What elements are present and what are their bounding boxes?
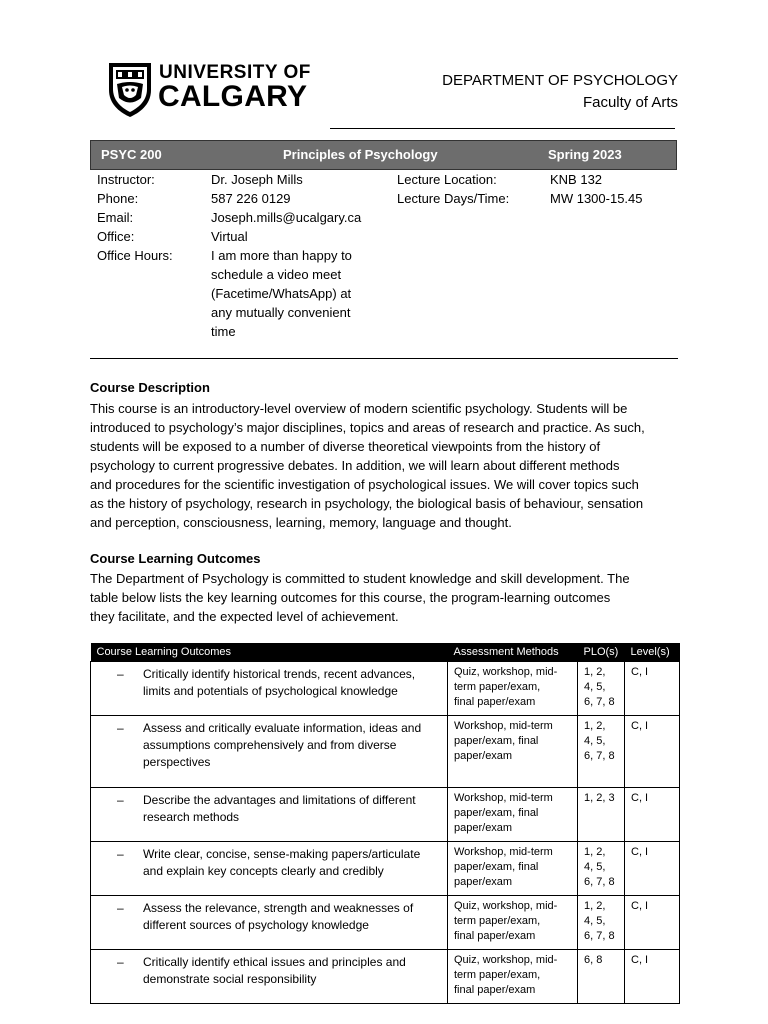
- level-cell: C, I: [625, 896, 680, 950]
- plo-cell: [578, 788, 625, 842]
- learning-outcomes-heading: Course Learning Outcomes: [90, 551, 261, 566]
- paragraph-line: and perception, consciousness, learning, memory, language and thought.: [90, 515, 512, 530]
- paragraph-line: students will be exposed to a number of diverse theoretical viewpoints from the history of: [90, 439, 601, 454]
- learning-outcomes-table: [90, 643, 680, 1004]
- plo-line: 6, 7, 8: [584, 750, 615, 762]
- outcome-line: limits and potentials of psychological knowledge: [143, 684, 398, 698]
- lecture-location-label: Lecture Location:: [397, 172, 497, 187]
- plo-line: 1, 2,: [584, 900, 606, 912]
- email-address[interactable]: Joseph.mills@ucalgary.ca: [211, 210, 362, 225]
- paragraph-line: and procedures for the scientific investigation of psychological issues. We will cover topics such: [90, 477, 639, 492]
- lecture-labels: [397, 170, 509, 208]
- outcome-cell: [91, 950, 448, 1004]
- header-divider: [330, 128, 675, 129]
- plo-line: 1, 2, 3: [584, 792, 615, 804]
- dash-bullet: –: [117, 721, 124, 735]
- plo-line: 1, 2,: [584, 846, 606, 858]
- level-cell: C, I: [625, 662, 680, 716]
- office-hours-line: time: [211, 324, 236, 339]
- assessment-line: term paper/exam,: [454, 681, 541, 693]
- assessment-line: final paper/exam: [454, 930, 536, 942]
- dash-bullet: –: [117, 847, 124, 861]
- assessment-cell: [448, 716, 578, 788]
- office-hours-line: schedule a video meet: [211, 267, 342, 282]
- outcome-line: Assess and critically evaluate information, ideas and: [143, 721, 422, 735]
- university-name-line1: UNIVERSITY OF: [159, 62, 311, 83]
- assessment-line: Quiz, workshop, mid-: [454, 954, 558, 966]
- table-row: [91, 662, 680, 716]
- plo-line: 1, 2,: [584, 720, 606, 732]
- assessment-line: Workshop, mid-term: [454, 720, 553, 732]
- outcome-cell: [91, 842, 448, 896]
- assessment-line: paper/exam: [454, 750, 513, 762]
- assessment-line: paper/exam, final: [454, 735, 539, 747]
- info-label: Phone:: [97, 191, 139, 206]
- assessment-line: Quiz, workshop, mid-: [454, 900, 558, 912]
- outcome-line: Critically identify historical trends, recent advances,: [143, 667, 416, 681]
- info-divider: [90, 358, 678, 359]
- info-label: Office:: [97, 229, 135, 244]
- instructor-name: Dr. Joseph Mills: [211, 172, 303, 187]
- assessment-line: Workshop, mid-term: [454, 846, 553, 858]
- column-header: Course Learning Outcomes: [91, 643, 448, 662]
- column-header: Level(s): [625, 643, 680, 662]
- assessment-line: Workshop, mid-term: [454, 792, 553, 804]
- assessment-line: final paper/exam: [454, 696, 536, 708]
- assessment-cell: [448, 788, 578, 842]
- table-row: [91, 950, 680, 1004]
- plo-line: 6, 7, 8: [584, 696, 615, 708]
- assessment-line: term paper/exam,: [454, 915, 541, 927]
- assessment-line: term paper/exam,: [454, 969, 541, 981]
- course-title: Principles of Psychology: [283, 147, 438, 162]
- table-row: [91, 842, 680, 896]
- paragraph-line: introduced to psychology’s major disciplines, topics and areas of research and practice. As such,: [90, 420, 645, 435]
- learning-outcomes-intro: [90, 569, 682, 626]
- course-description-text: [90, 399, 682, 532]
- plo-cell: [578, 716, 625, 788]
- outcome-line: and explain key concepts clearly and credibly: [143, 864, 384, 878]
- outcome-line: demonstrate social responsibility: [143, 972, 317, 986]
- plo-cell: [578, 950, 625, 1004]
- course-code: PSYC 200: [101, 147, 162, 162]
- phone-number: 587 226 0129: [211, 191, 291, 206]
- faculty-name: Faculty of Arts: [582, 94, 678, 111]
- outcome-cell: [91, 896, 448, 950]
- dash-bullet: –: [117, 955, 124, 969]
- level-cell: C, I: [625, 842, 680, 896]
- level-cell: C, I: [625, 716, 680, 788]
- outcome-line: Assess the relevance, strength and weaknesses of: [143, 901, 414, 915]
- level-cell: C, I: [625, 788, 680, 842]
- course-description-heading: Course Description: [90, 380, 210, 395]
- outcome-cell: [91, 716, 448, 788]
- office-location: Virtual: [211, 229, 248, 244]
- assessment-cell: [448, 896, 578, 950]
- outcome-line: perspectives: [143, 755, 211, 769]
- paragraph-line: psychology to current progressive debates. In addition, we will learn about different methods: [90, 458, 620, 473]
- dash-bullet: –: [117, 793, 124, 807]
- university-name-line2: CALGARY: [158, 80, 308, 113]
- info-label: Email:: [97, 210, 134, 225]
- dash-bullet: –: [117, 901, 124, 915]
- outcome-line: Critically identify ethical issues and principles and: [143, 955, 406, 969]
- plo-cell: [578, 842, 625, 896]
- outcome-line: Describe the advantages and limitations of different: [143, 793, 416, 807]
- lecture-values: [550, 170, 643, 208]
- table-row: [91, 896, 680, 950]
- plo-line: 6, 7, 8: [584, 876, 615, 888]
- plo-cell: [578, 896, 625, 950]
- paragraph-line: they facilitate, and the expected level of achievement.: [90, 609, 399, 624]
- assessment-cell: [448, 842, 578, 896]
- info-label: Instructor:: [97, 172, 155, 187]
- table-row: [91, 716, 680, 788]
- info-labels: [97, 170, 173, 265]
- column-header: PLO(s): [578, 643, 625, 662]
- paragraph-line: This course is an introductory-level overview of modern scientific psychology. Students will be: [90, 401, 628, 416]
- plo-line: 4, 5,: [584, 681, 606, 693]
- column-header: Assessment Methods: [448, 643, 578, 662]
- assessment-line: final paper/exam: [454, 984, 536, 996]
- dash-bullet: –: [117, 667, 124, 681]
- plo-line: 6, 7, 8: [584, 930, 615, 942]
- office-hours-line: (Facetime/WhatsApp) at: [211, 286, 352, 301]
- paragraph-line: table below lists the key learning outcomes for this course, the program-learning outcomes: [90, 590, 611, 605]
- university-logo: [107, 60, 312, 120]
- crest-icon: [107, 60, 153, 118]
- outcome-cell: [91, 788, 448, 842]
- department-header: [442, 70, 678, 114]
- lecture-time: MW 1300-15.45: [550, 191, 643, 206]
- assessment-cell: [448, 662, 578, 716]
- level-cell: C, I: [625, 950, 680, 1004]
- outcome-line: Write clear, concise, sense-making papers/articulate: [143, 847, 421, 861]
- course-term: Spring 2023: [548, 147, 622, 162]
- assessment-line: paper/exam, final: [454, 861, 539, 873]
- paragraph-line: The Department of Psychology is committed to student knowledge and skill development. The: [90, 571, 630, 586]
- plo-line: 6, 8: [584, 954, 603, 966]
- info-values: [211, 170, 361, 341]
- outcome-line: assumptions comprehensively and from diverse: [143, 738, 397, 752]
- assessment-line: Quiz, workshop, mid-: [454, 666, 558, 678]
- outcome-line: research methods: [143, 810, 240, 824]
- office-hours-line: I am more than happy to: [211, 248, 352, 263]
- course-title-bar: [90, 140, 677, 170]
- outcome-line: different sources of psychology knowledge: [143, 918, 369, 932]
- lecture-location: KNB 132: [550, 172, 603, 187]
- table-header-row: [91, 643, 680, 662]
- info-label: Office Hours:: [97, 248, 173, 263]
- assessment-cell: [448, 950, 578, 1004]
- plo-line: 4, 5,: [584, 861, 606, 873]
- assessment-line: paper/exam: [454, 822, 513, 834]
- office-hours-line: any mutually convenient: [211, 305, 351, 320]
- plo-line: 4, 5,: [584, 915, 606, 927]
- table-row: [91, 788, 680, 842]
- outcome-cell: [91, 662, 448, 716]
- lecture-time-label: Lecture Days/Time:: [397, 191, 510, 206]
- plo-cell: [578, 662, 625, 716]
- department-name: DEPARTMENT OF PSYCHOLOGY: [442, 72, 678, 89]
- assessment-line: paper/exam: [454, 876, 513, 888]
- plo-line: 1, 2,: [584, 666, 606, 678]
- plo-line: 4, 5,: [584, 735, 606, 747]
- assessment-line: paper/exam, final: [454, 807, 539, 819]
- paragraph-line: as the history of psychology, research in psychology, the biological basis of behaviour, sensation: [90, 496, 644, 511]
